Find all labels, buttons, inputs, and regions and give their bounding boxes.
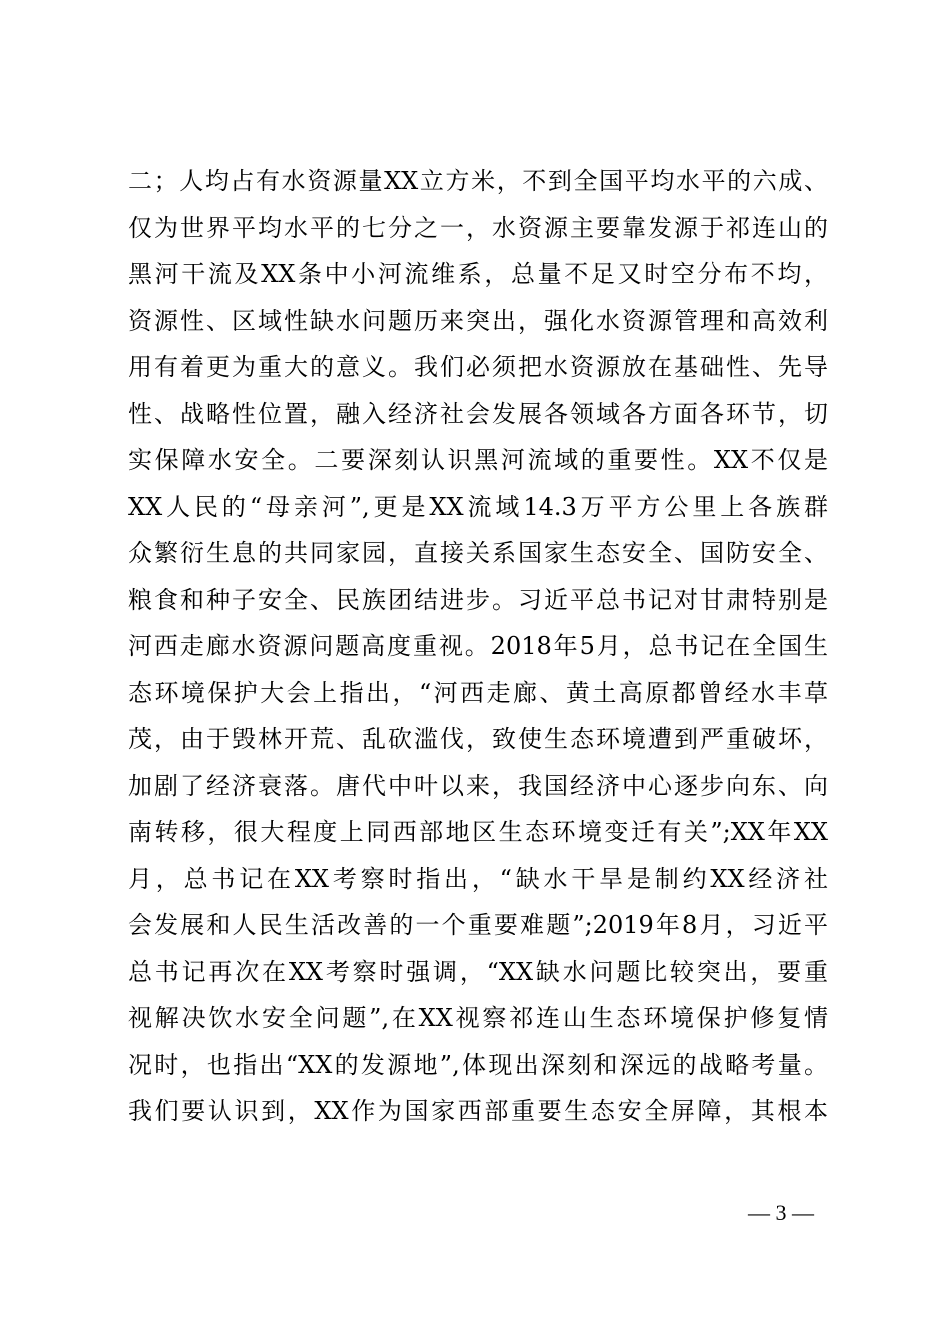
text-line: 二；人均占有水资源量XX立方米，不到全国平均水平的六成、 <box>128 167 828 195</box>
text-line: 众繁衍生息的共同家园，直接关系国家生态安全、国防安全、 <box>128 539 828 567</box>
page-number: — 3 — <box>748 1200 814 1225</box>
text-line: 我们要认识到，XX作为国家西部重要生态安全屏障，其根本 <box>128 1097 828 1125</box>
text-line: 河西走廊水资源问题高度重视。2018年5月，总书记在全国生 <box>128 632 828 660</box>
text-line: 加剧了经济衰落。唐代中叶以来，我国经济中心逐步向东、向 <box>128 771 828 800</box>
text-line: 态环境保护大会上指出，“河西走廊、黄土高原都曾经水丰草 <box>128 678 828 707</box>
text-line: 况时，也指出“XX的发源地”,体现出深刻和深远的战略考量。 <box>128 1050 828 1079</box>
text-line: 用有着更为重大的意义。我们必须把水资源放在基础性、先导 <box>128 353 828 381</box>
text-line: 仅为世界平均水平的七分之一，水资源主要靠发源于祁连山的 <box>128 213 828 242</box>
text-line: 视解决饮水安全问题”,在XX视察祁连山生态环境保护修复情 <box>128 1004 828 1032</box>
text-line: XX人民的“母亲河”,更是XX流域14.3万平方公里上各族群 <box>128 492 828 521</box>
text-line: 会发展和人民生活改善的一个重要难题”;2019年8月，习近平 <box>128 911 828 939</box>
body-text <box>128 158 828 1135</box>
text-line: 月，总书记在XX考察时指出，“缺水干旱是制约XX经济社 <box>128 864 828 893</box>
text-line: 总书记再次在XX考察时强调，“XX缺水问题比较突出，要重 <box>128 957 828 986</box>
text-line: 黑河干流及XX条中小河流维系，总量不足又时空分布不均， <box>128 260 828 288</box>
text-line: 茂，由于毁林开荒、乱砍滥伐，致使生态环境遭到严重破坏， <box>128 725 828 753</box>
text-line: 粮食和种子安全、民族团结进步。习近平总书记对甘肃特别是 <box>128 585 828 614</box>
text-line: 资源性、区域性缺水问题历来突出，强化水资源管理和高效利 <box>128 306 828 335</box>
text-line: 性、战略性位置，融入经济社会发展各领域各方面各环节，切 <box>128 399 828 428</box>
text-line: 南转移，很大程度上同西部地区生态环境变迁有关”;XX年XX <box>128 818 828 846</box>
text-line: 实保障水安全。二要深刻认识黑河流域的重要性。XX不仅是 <box>128 446 828 474</box>
